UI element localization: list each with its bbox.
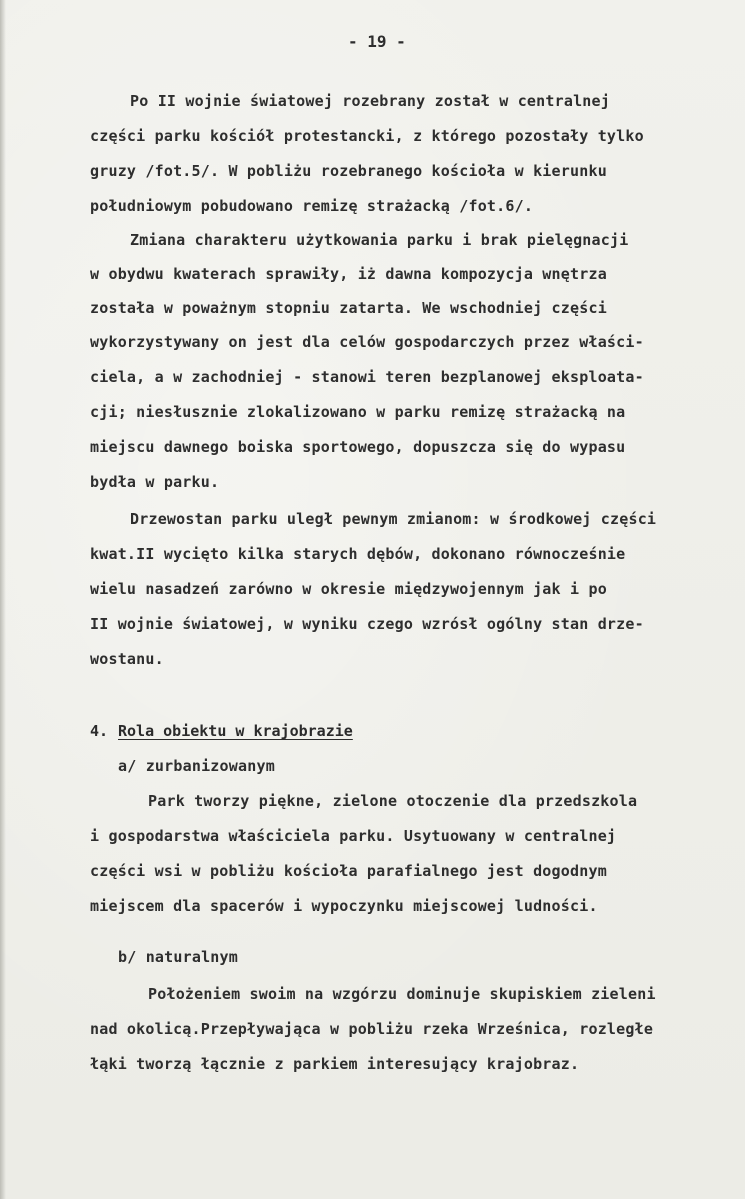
section-title: Rola obiektu w krajobrazie (118, 722, 353, 740)
paragraph1-line: części parku kościół protestancki, z którego pozostały tylko (90, 127, 644, 145)
paragraph2-line: Zmiana charakteru użytkowania parku i brak pielęgnacji (130, 231, 629, 249)
subsection-b-line: nad okolicą.Przepływająca w pobliżu rzeka Wrześnica, rozległe (90, 1020, 654, 1038)
subsection-a-label: a/ zurbanizowanym (118, 757, 275, 775)
paragraph3-line: kwat.II wycięto kilka starych dębów, dokonano równocześnie (90, 545, 626, 563)
subsection-b-line: Położeniem swoim na wzgórzu dominuje skupiskiem zieleni (148, 985, 656, 1003)
page-number: - 19 - (348, 32, 406, 51)
paragraph2-line: miejscu dawnego boiska sportowego, dopuszcza się do wypasu (90, 438, 626, 456)
subsection-a-line: części wsi w pobliżu kościoła parafialnego jest dogodnym (90, 862, 607, 880)
subsection-b-line: łąki tworzą łącznie z parkiem interesujący krajobraz. (90, 1055, 580, 1073)
paragraph3-line: II wojnie światowej, w wyniku czego wzrósł ogólny stan drze- (90, 615, 644, 633)
subsection-a-line: Park tworzy piękne, zielone otoczenie dla przedszkola (148, 792, 638, 810)
subsection-a-line: miejscem dla spacerów i wypoczynku miejscowej ludności. (90, 897, 598, 915)
paragraph2-line: wykorzystywany on jest dla celów gospodarczych przez właści- (90, 333, 644, 351)
page-left-edge-shadow (0, 0, 6, 1199)
paragraph1-line: gruzy /fot.5/. W pobliżu rozebranego kościoła w kierunku (90, 162, 607, 180)
paragraph2-line: cji; niesłusznie zlokalizowano w parku remizę strażacką na (90, 403, 626, 421)
paragraph3-line: wostanu. (90, 650, 164, 668)
paragraph3-line: wielu nasadzeń zarówno w okresie międzywojennym jak i po (90, 580, 607, 598)
paragraph1-line: południowym pobudowano remizę strażacką /fot.6/. (90, 197, 534, 215)
paragraph3-line: Drzewostan parku uległ pewnym zmianom: w środkowej części (130, 510, 657, 528)
paragraph2-line: bydła w parku. (90, 473, 220, 491)
subsection-a-line: i gospodarstwa właściciela parku. Usytuowany w centralnej (90, 827, 617, 845)
section-number: 4. (90, 722, 109, 740)
paragraph2-line: ciela, a w zachodniej - stanowi teren bezplanowej eksploata- (90, 368, 644, 386)
paragraph1-line: Po II wojnie światowej rozebrany został w centralnej (130, 92, 610, 110)
paragraph2-line: została w poważnym stopniu zatarta. We wschodniej części (90, 299, 607, 317)
paragraph2-line: w obydwu kwaterach sprawiły, iż dawna kompozycja wnętrza (90, 265, 607, 283)
subsection-b-label: b/ naturalnym (118, 948, 238, 966)
